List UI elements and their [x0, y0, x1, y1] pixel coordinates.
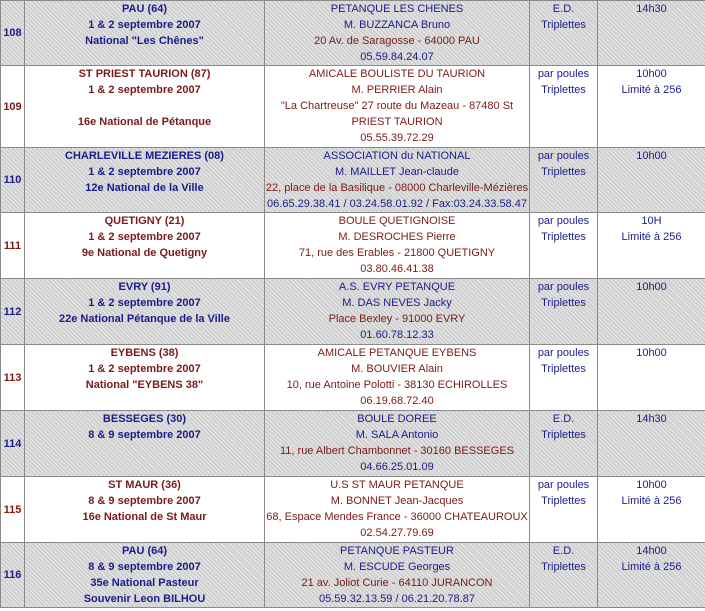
format-team: Triplettes [541, 84, 586, 96]
contact-name: M. SALA Antonio [355, 429, 439, 441]
event-cell [25, 1, 265, 66]
format-mode: par poules [537, 479, 590, 491]
contact-address: 10, rue Antoine Polotti - 38130 ECHIROLLES [286, 379, 508, 391]
contact-name: M. PERRIER Alain [351, 84, 443, 96]
event-name: 22e National Pétanque de la Ville [59, 313, 230, 325]
event-date: 1 & 2 septembre 2007 [88, 84, 201, 96]
organizer-cell [265, 279, 530, 345]
start-time: 10h00 [636, 150, 667, 162]
event-name: 16e National de St Maur [82, 511, 207, 523]
contact-address: Place Bexley - 91000 EVRY [328, 313, 466, 325]
organizer-cell [265, 66, 530, 148]
club-name: AMICALE PETANQUE EYBENS [317, 347, 477, 359]
start-time: 14h30 [636, 413, 667, 425]
event-cell [25, 148, 265, 213]
format-cell [530, 279, 598, 345]
table-row [1, 477, 705, 543]
contact-address: 11, rue Albert Chambonnet - 30160 BESSEGES [280, 445, 514, 457]
table-row [1, 66, 705, 148]
format-team: Triplettes [541, 495, 586, 507]
contact-phone: 06.65.29.38.41 / 03.24.58.01.92 / Fax:03.24.33.58.47 [267, 198, 527, 210]
contact-address: "La Chartreuse" 27 route du Mazeau - 87480 St PRIEST TAURION [280, 100, 514, 128]
contact-address: 20 Av. de Saragosse - 64000 PAU [314, 35, 480, 47]
contact-name: M. DESROCHES Pierre [338, 231, 456, 243]
contact-phone: 05.59.32.13.59 / 06.21.20.78.87 [319, 593, 475, 605]
format-cell [530, 66, 598, 148]
contact-name: M. MAILLET Jean-claude [335, 166, 459, 178]
club-name: A.S. EVRY PETANQUE [338, 281, 456, 293]
event-name: 12e National de la Ville [85, 182, 204, 194]
format-mode: par poules [537, 281, 590, 293]
organizer-cell [265, 148, 530, 213]
event-cell [25, 345, 265, 411]
time-cell [598, 213, 705, 279]
contact-address: 71, rue des Erables - 21800 QUETIGNY [298, 247, 496, 259]
contact-phone: 01.60.78.12.33 [360, 329, 434, 341]
time-cell [598, 411, 705, 477]
event-name: National "Les Chênes" [85, 35, 204, 47]
start-time: 10h00 [636, 347, 667, 359]
format-mode: E.D. [552, 545, 575, 557]
contact-phone: 02.54.27.79.69 [360, 527, 434, 539]
event-city: CHARLEVILLE MEZIERES (08) [65, 150, 224, 162]
entry-number: 112 [1, 279, 25, 345]
event-date: 1 & 2 septembre 2007 [88, 166, 201, 178]
start-time: 10h00 [636, 68, 667, 80]
club-name: ASSOCIATION du NATIONAL [323, 150, 471, 162]
contact-address: 68, Espace Mendes France - 36000 CHATEAUROUX [266, 511, 528, 523]
event-cell [25, 279, 265, 345]
format-team: Triplettes [541, 166, 586, 178]
event-city: EVRY (91) [118, 281, 171, 293]
contact-phone: 05.55.39.72.29 [360, 132, 434, 144]
event-name: 35e National Pasteur [90, 577, 199, 589]
event-name: 16e National de Pétanque [77, 116, 212, 128]
format-cell [530, 345, 598, 411]
time-cell [598, 543, 705, 608]
format-mode: E.D. [552, 413, 575, 425]
start-time: 14h30 [636, 3, 667, 15]
event-cell [25, 543, 265, 608]
team-limit: Limité à 256 [621, 231, 682, 243]
format-team: Triplettes [541, 363, 586, 375]
format-team: Triplettes [541, 19, 586, 31]
event-city: BESSEGES (30) [102, 413, 187, 425]
entry-number: 108 [1, 1, 25, 66]
format-team: Triplettes [541, 231, 586, 243]
event-date: 1 & 2 septembre 2007 [88, 297, 201, 309]
contact-name: M. BUZZANCA Bruno [343, 19, 451, 31]
event-cell [25, 477, 265, 543]
team-limit: Limité à 256 [621, 495, 682, 507]
contact-name: M. BONNET Jean-Jacques [330, 495, 464, 507]
start-time: 10h00 [636, 281, 667, 293]
club-name: BOULE DOREE [357, 413, 437, 425]
event-date: 1 & 2 septembre 2007 [88, 19, 201, 31]
team-limit: Limité à 256 [621, 561, 682, 573]
format-cell [530, 411, 598, 477]
contact-phone: 04.66.25.01.09 [360, 461, 434, 473]
event-date: 1 & 2 septembre 2007 [88, 363, 201, 375]
time-cell [598, 345, 705, 411]
time-cell [598, 279, 705, 345]
format-mode: E.D. [552, 3, 575, 15]
contact-address: 21 av. Joliot Curie - 64110 JURANCON [301, 577, 493, 589]
club-name: U.S ST MAUR PETANQUE [330, 479, 464, 491]
format-cell [530, 1, 598, 66]
format-team: Triplettes [541, 297, 586, 309]
club-name: AMICALE BOULISTE DU TAURION [308, 68, 486, 80]
time-cell [598, 66, 705, 148]
format-cell [530, 477, 598, 543]
event-cell [25, 411, 265, 477]
organizer-cell [265, 477, 530, 543]
contact-phone: 06.19.68.72.40 [360, 395, 434, 407]
club-name: PETANQUE PASTEUR [340, 545, 454, 557]
table-row [1, 345, 705, 411]
organizer-cell [265, 1, 530, 66]
event-date: 1 & 2 septembre 2007 [88, 231, 201, 243]
start-time: 10h00 [636, 479, 667, 491]
event-city: EYBENS (38) [110, 347, 179, 359]
time-cell [598, 477, 705, 543]
contact-name: M. ESCUDE Georges [343, 561, 451, 573]
entry-number: 111 [1, 213, 25, 279]
event-date: 8 & 9 septembre 2007 [88, 495, 201, 507]
contact-phone: 03.80.46.41.38 [360, 263, 434, 275]
format-mode: par poules [537, 150, 590, 162]
entry-number: 110 [1, 148, 25, 213]
format-team: Triplettes [541, 561, 586, 573]
event-date: 8 & 9 septembre 2007 [88, 429, 201, 441]
team-limit: Limité à 256 [621, 84, 682, 96]
contact-name: M. DAS NEVES Jacky [342, 297, 452, 309]
event-name-2: Souvenir Leon BILHOU [83, 593, 206, 605]
table-row [1, 148, 705, 213]
entry-number: 115 [1, 477, 25, 543]
format-cell [530, 148, 598, 213]
table-row [1, 411, 705, 477]
entry-number: 113 [1, 345, 25, 411]
time-cell [598, 1, 705, 66]
organizer-cell [265, 345, 530, 411]
contact-address: 22, place de la Basilique - 08000 Charleville-Mézières [265, 182, 529, 194]
event-cell [25, 66, 265, 148]
event-city: PAU (64) [121, 3, 168, 15]
club-name: PETANQUE LES CHENES [330, 3, 464, 15]
table-row [1, 543, 705, 608]
entry-number: 116 [1, 543, 25, 608]
format-team: Triplettes [541, 429, 586, 441]
format-mode: par poules [537, 215, 590, 227]
table-row [1, 1, 705, 66]
event-city: PAU (64) [121, 545, 168, 557]
organizer-cell [265, 411, 530, 477]
contact-phone: 05.59.84.24.07 [360, 51, 434, 63]
event-cell [25, 213, 265, 279]
table-row [1, 279, 705, 345]
event-name: 9e National de Quetigny [81, 247, 208, 259]
format-cell [530, 543, 598, 608]
club-name: BOULE QUETIGNOISE [338, 215, 456, 227]
format-mode: par poules [537, 68, 590, 80]
start-time: 10H [641, 215, 662, 227]
start-time: 14h00 [636, 545, 667, 557]
event-city: QUETIGNY (21) [104, 215, 185, 227]
event-city: ST MAUR (36) [108, 479, 181, 491]
format-mode: par poules [537, 347, 590, 359]
event-date: 8 & 9 septembre 2007 [88, 561, 201, 573]
organizer-cell [265, 213, 530, 279]
organizer-cell [265, 543, 530, 608]
entry-number: 109 [1, 66, 25, 148]
entry-number: 114 [1, 411, 25, 477]
format-cell [530, 213, 598, 279]
event-city: ST PRIEST TAURION (87) [78, 68, 211, 80]
contact-name: M. BOUVIER Alain [351, 363, 443, 375]
table-row [1, 213, 705, 279]
time-cell [598, 148, 705, 213]
event-name: National "EYBENS 38" [85, 379, 204, 391]
